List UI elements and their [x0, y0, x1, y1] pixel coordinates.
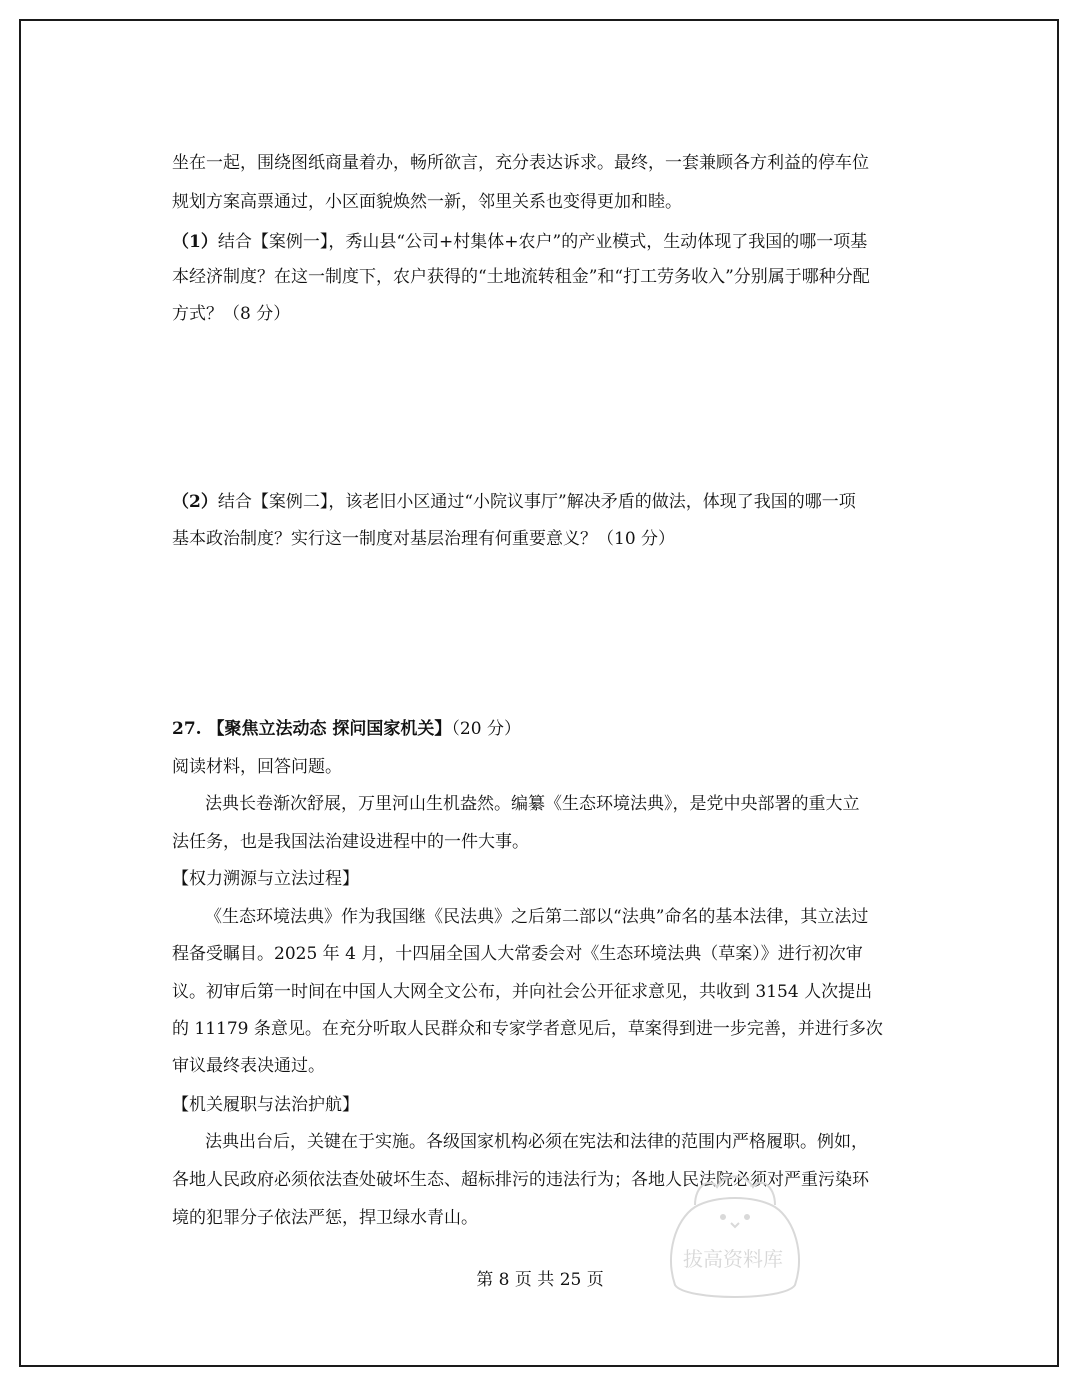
- text-line: 坐在一起，围绕图纸商量着办，畅所欲言，充分表达诉求。最终，一套兼顾各方利益的停车位: [172, 153, 869, 173]
- question-1: [172, 231, 912, 253]
- mascot-icon: [655, 1165, 815, 1305]
- question-27-score: （20 分）: [451, 719, 521, 739]
- text-line: 议。初审后第一时间在中国人大网全文公布，并向社会公开征求意见，共收到 3154 人次提出: [172, 982, 873, 1002]
- question-2: [172, 491, 912, 513]
- text-line: 的 11179 条意见。在充分听取人民群众和专家学者意见后，草案得到进一步完善，并进行多次: [172, 1019, 883, 1039]
- watermark-text: 拔高资料库: [683, 1247, 783, 1271]
- question-number: （1）: [172, 232, 218, 252]
- instruction: 阅读材料，回答问题。: [172, 757, 342, 777]
- question-number: （2）: [172, 492, 218, 512]
- page-border: [19, 19, 1059, 1367]
- text-line: 法任务，也是我国法治建设进程中的一件大事。: [172, 832, 529, 852]
- text-line: 审议最终表决通过。: [172, 1056, 325, 1076]
- text-line: 《生态环境法典》作为我国继《民法典》之后第二部以“法典”命名的基本法律，其立法过: [205, 907, 869, 927]
- page-footer: 第 8 页 共 25 页: [476, 1270, 604, 1290]
- text-line: 程备受瞩目。2025 年 4 月，十四届全国人大常委会对《生态环境法典（草案）》进行初次审: [172, 944, 863, 964]
- text-line: 各地人民政府必须依法查处破坏生态、超标排污的违法行为；各地人民法院必须对严重污染环: [172, 1170, 869, 1190]
- section-heading: 【机关履职与法治护航】: [172, 1095, 359, 1115]
- text-line: 规划方案高票通过，小区面貌焕然一新，邻里关系也变得更加和睦。: [172, 192, 682, 212]
- watermark: [655, 1165, 815, 1305]
- text-line: 本经济制度？在这一制度下，农户获得的“土地流转租金”和“打工劳务收入”分别属于哪种分配: [172, 267, 870, 287]
- text-line: 法典出台后，关键在于实施。各级国家机构必须在宪法和法律的范围内严格履职。例如，: [205, 1132, 868, 1152]
- section-heading: 【权力溯源与立法过程】: [172, 869, 359, 889]
- text-line: 境的犯罪分子依法严惩，捍卫绿水青山。: [172, 1208, 478, 1228]
- question-27-heading: [172, 718, 912, 740]
- question-27-title: 27. 【聚焦立法动态 探问国家机关】: [172, 719, 452, 739]
- text-line: 法典长卷渐次舒展，万里河山生机盎然。编纂《生态环境法典》，是党中央部署的重大立: [205, 794, 860, 814]
- text-line: 方式？（8 分）: [172, 304, 291, 324]
- question-text: 结合【案例一】，秀山县“公司+村集体+农户”的产业模式，生动体现了我国的哪一项基: [217, 232, 868, 252]
- question-text: 结合【案例二】，该老旧小区通过“小院议事厅”解决矛盾的做法，体现了我国的哪一项: [217, 492, 856, 512]
- text-line: 基本政治制度？实行这一制度对基层治理有何重要意义？（10 分）: [172, 529, 676, 549]
